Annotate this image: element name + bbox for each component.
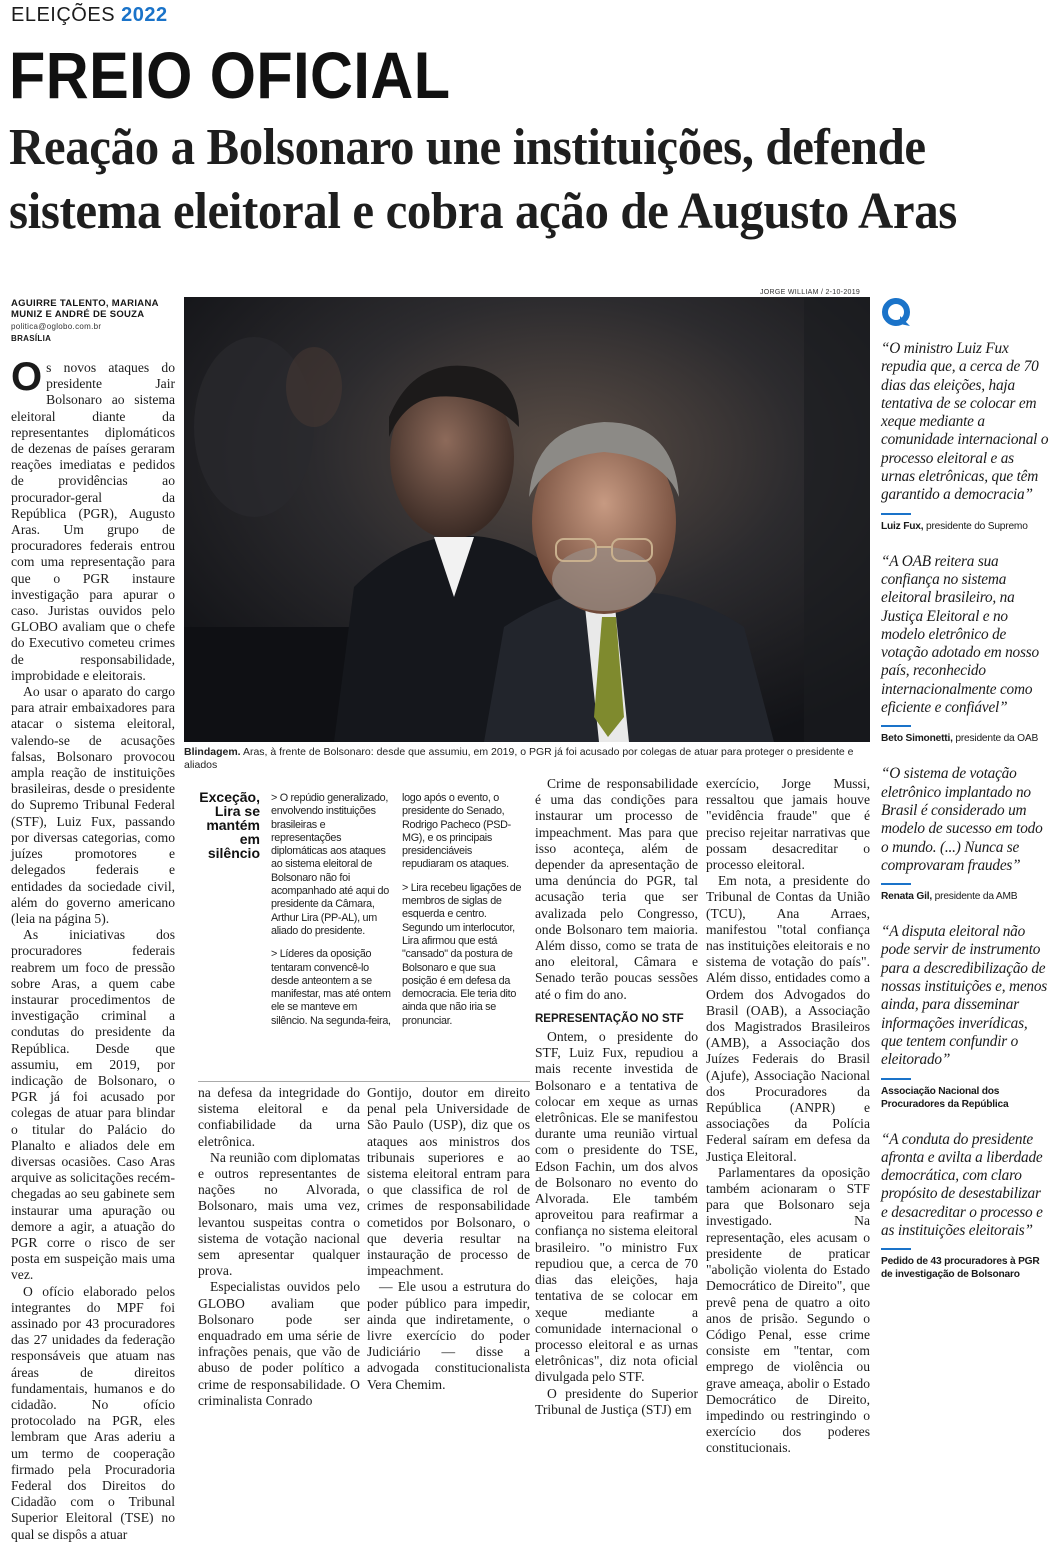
article-paragraph: Parlamentares da oposição também acionaram o STF para que Bolsonaro seja investigado. Na representação, eles acusam o presidente de praticar "abolição violenta do Estado Democrático de Direito", que prevê pena de quatro a oito anos de prisão. Segundo o Código Penal, esse crime consiste em "tentar, com emprego de violência ou grave ameaça, abolir o Estado Democrático de Direito, impedindo ou restringindo o exercício dos poderes constitucionais. — [706, 1164, 870, 1456]
article-paragraph: As iniciativas dos procuradores federais reabrem um foco de pressão sobre Aras, a quem cabe instaurar procedimentos de investigação criminal a condutas do presidente da República. Desde que assumiu, em 2019, por indicação de Bolsonaro, o PGR já foi acusado por colegas de atuar para blindar o titular do Palácio do Planalto e aliados dele em diversas ocasiões. Caso Aras arquive as solicitações recém-chegadas ao seu gabinete sem instaurar uma apuração ou demore a agir, a atuação do PGR corre o risco de ser posta em suspeição mais uma vez. — [11, 927, 175, 1283]
article-column-4 — [535, 776, 698, 1417]
quote-attribution: Beto Simonetti, presidente da OAB — [881, 733, 1039, 745]
caption-text: Aras, à frente de Bolsonaro: desde que assumiu, em 2019, o PGR já foi acusado por colegas de atuar para proteger o presidente e aliados — [184, 746, 854, 771]
quote-block — [881, 1131, 1049, 1282]
quote-text: “A conduta do presidente afronta e avilta a liberdade democrática, com claro propósito de desestabilizar e desacreditar o processo e as instituições eleitorais” — [881, 1130, 1043, 1239]
quote-block — [881, 553, 1049, 746]
article-paragraph: Em nota, a presidente do Tribunal de Contas da União (TCU), Ana Arraes, manifestou "total confiança nas instituições eleitorais e no sistema de votação do país". Além disso, entidades como a Ordem dos Advogados do Brasil (OAB), a Associação dos Magistrados Brasileiros (AMB), a Associação dos Juízes Federais do Brasil (Ajufe), Associação Nacional dos Procuradores da República (ANPR) e associações da Polícia Federal saíram em defesa da Justiça Eleitoral. — [706, 873, 870, 1164]
article-column-5 — [706, 776, 870, 1456]
quote-attribution: Luiz Fux, presidente do Supremo — [881, 520, 1028, 532]
article-paragraph: O ofício elaborado pelos integrantes do MPF foi assinado por 43 procuradores das 27 unidades da federação responsáveis que atuam nas áreas de direitos fundamentais, humanos e do cidadão. No ofício protocolado na PGR, eles lembram que Aras aderiu a um termo de cooperação firmado pela Procuradoria Federal dos Direitos do Cidadão com o Tribunal Superior Eleitoral (TSE) no qual se dispôs a atuar — [11, 1283, 175, 1542]
quote-rule — [881, 1078, 911, 1080]
article-paragraph: Ao usar o aparato do cargo para atrair embaixadores para atacar o sistema eleitoral, valendo-se de acusações falsas, Bolsonaro provocou ampla reação de instituições brasileiras, desde o presidente do Supremo Tribunal Federal (STF), Luiz Fux, passando por diversas categorias, como juízes promotores e delegados federais e entidades da sociedade civil, além do governo americano (leia na página 5). — [11, 684, 175, 926]
quote-text: “A OAB reitera sua confiança no sistema eleitoral brasileiro, na Justiça Eleitoral e no modelo eletrônico de votação adotado em nosso país, reconhecido internacionalmente como eficiente e confiável” — [881, 552, 1039, 717]
sidebar-box-column-b — [402, 792, 524, 1038]
article-paragraph: Na reunião com diplomatas e outros representantes de nações no Alvorada, Bolsonaro, mais uma vez, levantou suspeitas contra o sistema de votação nacional sem apresentar qualquer prova. — [198, 1149, 360, 1279]
section-tag — [11, 4, 168, 27]
byline — [11, 298, 176, 344]
sidebar-box-column-a — [271, 792, 391, 1038]
byline-email: politica@oglobo.com.br — [11, 322, 102, 331]
article-column-2 — [198, 1085, 360, 1408]
quote-text: “A disputa eleitoral não pode servir de instrumento para a descredibilização de nossas instituições e, menos ainda, para disseminar informações inverídicas, que tentem confundir o eleitorado” — [881, 923, 1048, 1069]
quote-rule — [881, 513, 911, 515]
article-column-3 — [367, 1085, 530, 1392]
article-paragraph: O presidente do Superior Tribunal de Justiça (STJ) em — [535, 1385, 698, 1417]
quote-block — [881, 765, 1049, 903]
box-paragraph: > O repúdio generalizado, envolvendo instituições brasileiras e representações diplomáticas aos ataques ao sistema eleitoral de Bolsonaro não foi acompanhado até aqui do presidente da Câmara, Arthur Lira (PP-AL), um aliado do presidente. — [271, 792, 389, 937]
box-paragraph: > Líderes da oposição tentaram convencê-lo desde anteontem a se manifestar, mas até ontem ele se manteve em silêncio. Na segunda-feira, — [271, 948, 391, 1027]
article-paragraph: Especialistas ouvidos pelo GLOBO avaliam que Bolsonaro pode ser enquadrado em uma série de infrações penais, que vão de abuso de poder político a crime de responsabilidade. O criminalista Conrado — [198, 1279, 360, 1408]
quote-rule — [881, 725, 911, 727]
article-paragraph: Gontijo, doutor em direito penal pela Universidade de São Paulo (USP), diz que os ataques aos ministros dos tribunais superiores e ao sistema eleitoral entram para o que classifica de rol de crimes de responsabilidade cometidos por Bolsonaro, o que deveria resultar na instauração de processo de impeachment. — [367, 1085, 530, 1279]
quote-rule — [881, 1248, 911, 1250]
box-divider — [198, 1081, 530, 1082]
quote-attribution: Renata Gil, presidente da AMB — [881, 891, 1018, 903]
article-paragraph: Crime de responsabilidade é uma das condições para instaurar um processo de impeachment. Mas para que isso aconteça, além de depender da apresentação de uma denúncia do PGR, tal acusação teria que ser avalizada pelo Congresso, onde Bolsonaro tem maioria. Além disso, como se trata de ano eleitoral, Câmara e Senado terão poucas sessões até o fim do ano. — [535, 776, 698, 1002]
article-subheading: REPRESENTAÇÃO NO STF — [535, 1012, 684, 1025]
news-photo — [184, 297, 870, 742]
caption-label: Blindagem. — [184, 746, 241, 758]
quote-rule — [881, 883, 911, 885]
article-paragraph: Os novos ataques do presidente Jair Bolsonaro ao sistema eleitoral diante da representantes diplomáticos de dezenas de países geraram reações imediatas e pedidos de providências ao procurador-geral da República (PGR), Augusto Aras. Um grupo de procuradores federais entrou com uma representação para que o PGR instaure investigação para apurar o caso. Juristas ouvidos pelo GLOBO avaliam que o chefe do Executivo cometeu crimes de responsabilidade, improbidade e eleitorais. — [11, 355, 175, 683]
box-paragraph: > Lira recebeu ligações de membros de siglas de esquerda e centro. Segundo um interlocutor, Lira afirmou que está "cansado" da postura de Bolsonaro e que sua posição é em defesa da democracia. Ele teria dito ainda que não iria se pronunciar. — [402, 881, 522, 1027]
subheadline: Reação a Bolsonaro une instituições, defende sistema eleitoral e cobra ação de Augusto Aras — [9, 119, 957, 240]
article-paragraph: exercício, Jorge Mussi, ressaltou que jamais houve "evidência fraude" que é preciso rejeitar narrativas que possam desacreditar o processo eleitoral. — [706, 776, 870, 873]
quote-block — [881, 923, 1049, 1110]
quote-text: “O sistema de votação eletrônico implantado no Brasil é considerado um modelo de sucesso em todo o mundo. (...) Nunca se comprovaram fraudes” — [881, 765, 1043, 874]
article-column-1 — [11, 355, 175, 1542]
article-paragraph: — Ele usou a estrutura do poder público para impedir, ainda que indiretamente, o livre exercício do poder Judiciário — disse a advogada constitucionalista Vera Chemim. — [367, 1279, 530, 1392]
headline: FREIO OFICIAL — [9, 38, 451, 112]
quote-attribution: Pedido de 43 procuradores à PGR de investigação de Bolsonaro — [881, 1256, 1040, 1281]
quote-attribution: Associação Nacional dos Procuradores da República — [881, 1085, 1009, 1110]
byline-authors: AGUIRRE TALENTO, MARIANA MUNIZ E ANDRÉ DE SOUZA — [11, 298, 159, 320]
sidebar-box-title: Exceção, Lira se mantém em silêncio — [199, 789, 260, 861]
photo-illustration — [184, 297, 870, 742]
quote-text: “O ministro Luiz Fux repudia que, a cerca de 70 dias das eleições, haja tentativa de se colocar em xeque mediante a comunidade internacional o processo eleitoral e as urnas eletrônicas, que têm garantido a democracia” — [881, 340, 1049, 504]
quote-icon — [882, 298, 912, 328]
section-year: 2022 — [121, 4, 168, 26]
photo-caption — [184, 746, 870, 772]
photo-credit: JORGE WILLIAM / 2-10-2019 — [760, 289, 861, 296]
article-paragraph: na defesa da integridade do sistema eleitoral e da confiabilidade da urna eletrônica. — [198, 1085, 360, 1149]
dropcap: O — [11, 355, 43, 399]
box-paragraph: logo após o evento, o presidente do Senado, Rodrigo Pacheco (PSD-MG), e os principais presidenciáveis repudiaram os ataques. — [402, 792, 511, 871]
quotes-sidebar — [881, 340, 1049, 1301]
byline-place: BRASÍLIA — [11, 334, 52, 343]
article-paragraph: Ontem, o presidente do STF, Luiz Fux, repudiou a mais recente investida de Bolsonaro e a tentativa de colocar em xeque as urnas eletrônicas. Ele se manifestou durante uma reunião virtual com o presidente do TSE, Edson Fachin, um dos alvos de Bolsonaro no evento do Alvorada. Ele também aproveitou para reafirmar a confiança no sistema eleitoral brasileiro. "o ministro Fux repudiou que, a cerca de 70 dias das eleições, haja tentativa de se colocar em xeque mediante a comunidade internacional o processo eleitoral e as urnas eletrônicas", diz nota oficial divulgada pelo STF. — [535, 1029, 698, 1385]
quote-block — [881, 340, 1049, 533]
section-label: ELEIÇÕES — [11, 4, 116, 26]
